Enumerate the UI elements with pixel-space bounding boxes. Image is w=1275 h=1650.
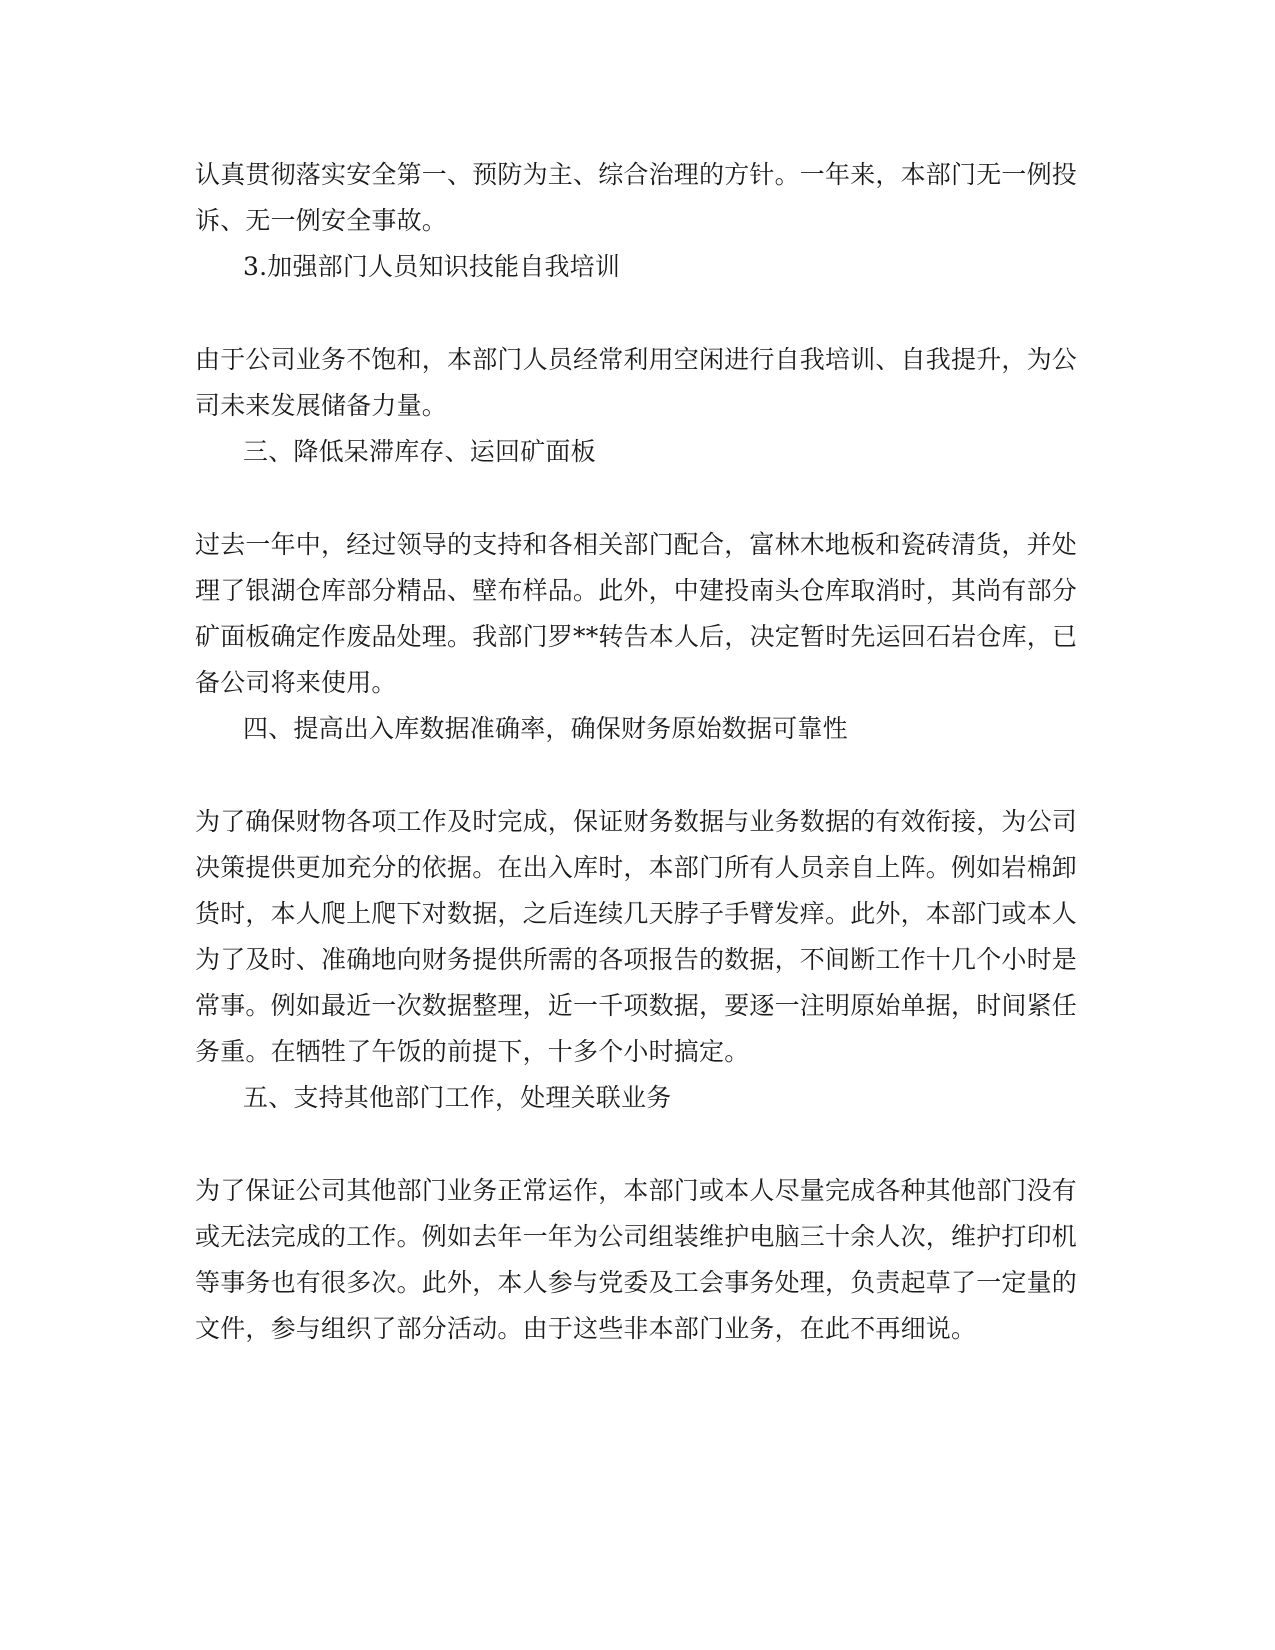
section-heading: 五、支持其他部门工作，处理关联业务 [243,1083,672,1112]
body-text-line: 认真贯彻落实安全第一、预防为主、综合治理的方针。一年来，本部门无一例投 [195,160,1078,189]
body-text-line: 备公司将来使用。 [195,668,397,697]
body-text-line: 矿面板确定作废品处理。我部门罗**转告本人后，决定暂时先运回石岩仓库，已 [195,622,1078,651]
body-text-line: 决策提供更加充分的依据。在出入库时，本部门所有人员亲自上阵。例如岩棉卸 [195,853,1078,882]
body-text-line: 常事。例如最近一次数据整理，近一千项数据，要逐一注明原始单据，时间紧任 [195,991,1078,1020]
section-heading: 四、提高出入库数据准确率，确保财务原始数据可靠性 [243,714,848,743]
body-text-line: 货时，本人爬上爬下对数据，之后连续几天脖子手臂发痒。此外，本部门或本人 [195,899,1078,928]
body-text-line: 为了保证公司其他部门业务正常运作，本部门或本人尽量完成各种其他部门没有 [195,1176,1078,1205]
body-text-line: 务重。在牺牲了午饭的前提下，十多个小时搞定。 [195,1037,750,1066]
body-text-line: 或无法完成的工作。例如去年一年为公司组装维护电脑三十余人次，维护打印机 [195,1222,1078,1251]
body-text-line: 司未来发展储备力量。 [195,391,448,420]
section-heading: 3.加强部门人员知识技能自我培训 [243,252,621,281]
body-text-line: 由于公司业务不饱和，本部门人员经常利用空闲进行自我培训、自我提升，为公 [195,345,1078,374]
section-heading: 三、降低呆滞库存、运回矿面板 [243,437,596,466]
body-text-line: 等事务也有很多次。此外，本人参与党委及工会事务处理，负责起草了一定量的 [195,1268,1078,1297]
body-text-line: 文件，参与组织了部分活动。由于这些非本部门业务，在此不再细说。 [195,1314,977,1343]
body-text-line: 理了银湖仓库部分精品、壁布样品。此外，中建投南头仓库取消时，其尚有部分 [195,576,1078,605]
body-text-line: 为了及时、准确地向财务提供所需的各项报告的数据，不间断工作十几个小时是 [195,945,1078,974]
body-text-line: 过去一年中，经过领导的支持和各相关部门配合，富林木地板和瓷砖清货，并处 [195,530,1078,559]
body-text-line: 为了确保财物各项工作及时完成，保证财务数据与业务数据的有效衔接，为公司 [195,807,1078,836]
body-text-line: 诉、无一例安全事故。 [195,206,448,235]
